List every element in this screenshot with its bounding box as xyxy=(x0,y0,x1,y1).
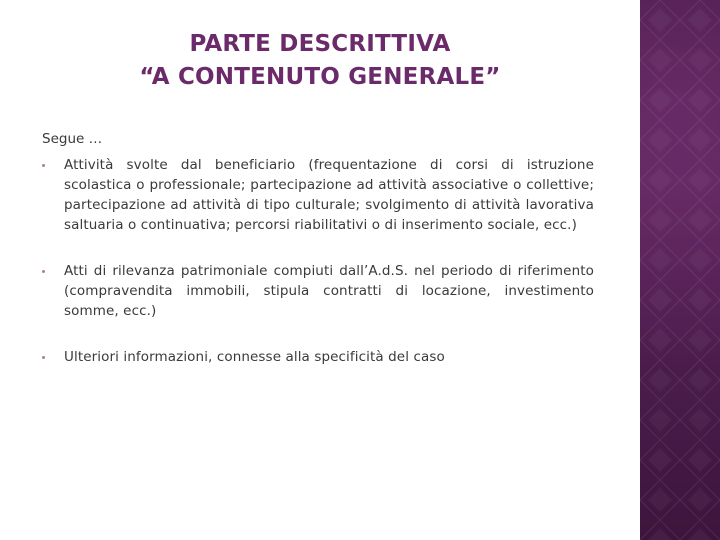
bullet-list xyxy=(42,155,594,367)
bullet-dot-icon xyxy=(42,270,45,273)
bullet-dot-icon xyxy=(42,356,45,359)
bullet-item xyxy=(42,261,594,321)
bullet-item xyxy=(42,155,594,235)
bullet-item xyxy=(42,347,594,367)
intro-text: Segue … xyxy=(42,131,103,147)
decorative-sidebar xyxy=(640,0,720,540)
bullet-text: Attività svolte dal beneficiario (frequentazione di corsi di istruzione scolastica o professionale; partecipazione ad attività associative o collettive; partecipazione ad attività di tipo culturale; svolgimento di attività lavorativa saltuaria o continuativa; percorsi riabilitativi o di inserimento sociale, ecc.) xyxy=(64,157,594,233)
bullet-text: Atti di rilevanza patrimoniale compiuti dall’A.d.S. nel periodo di riferimento (compravendita immobili, stipula contratti di locazione, investimento somme, ecc.) xyxy=(64,263,594,319)
diamond-pattern-icon xyxy=(640,0,720,540)
title-line-1: PARTE DESCRITTIVA xyxy=(189,31,451,57)
bullet-text: Ulteriori informazioni, connesse alla specificità del caso xyxy=(64,349,445,365)
bullet-dot-icon xyxy=(42,164,45,167)
slide-title xyxy=(0,28,640,94)
title-line-2: “A CONTENUTO GENERALE” xyxy=(139,64,501,90)
